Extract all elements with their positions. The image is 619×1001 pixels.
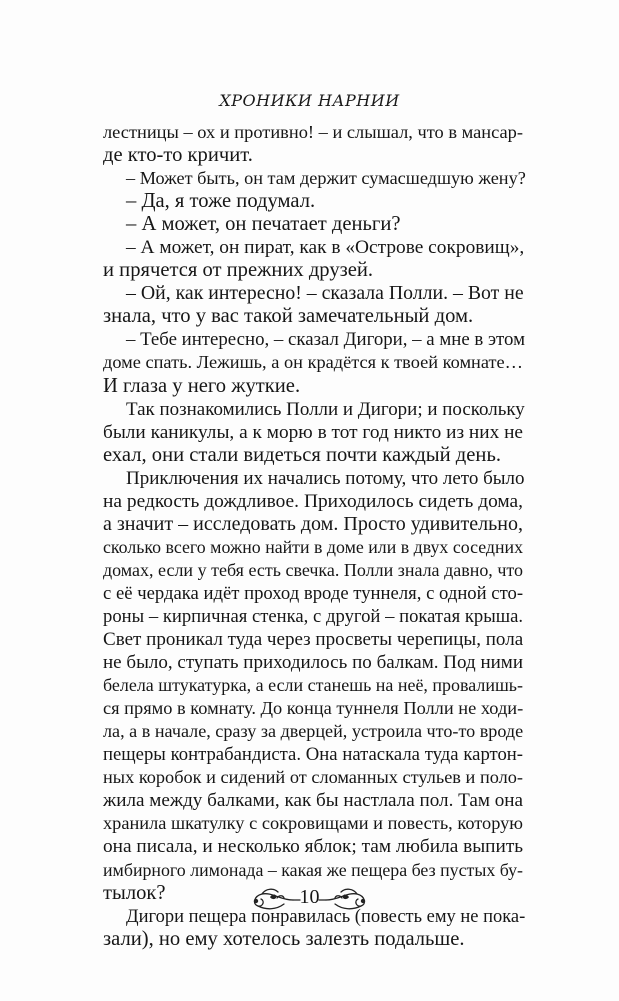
text-line: сколько всего можно найти в доме или в двух соседних — [103, 536, 523, 557]
text-line: на редкость дождливое. Приходилось сидеть дома, — [103, 490, 523, 512]
text-line: белела штукатурка, а если станешь на неё, провалишь- — [103, 675, 523, 696]
body-text — [103, 121, 526, 951]
text-line: лестницы – ох и противно! – и слышал, что в мансар- — [103, 122, 523, 142]
text-line: доме спать. Лежишь, а он крадётся к твоей комнате… — [103, 352, 523, 373]
text-line: ся прямо в комнату. До конца туннеля Полли не ходи- — [103, 698, 524, 719]
page-number: 10 — [299, 886, 320, 908]
text-line: – Да, я тоже подумал. — [126, 190, 316, 213]
text-line: не было, ступать приходилось по балкам. Под ними — [103, 652, 523, 674]
text-line: хранила шкатулку с сокровищами и повесть, которую — [103, 813, 523, 834]
text-line: – Может быть, он там держит сумасшедшую жену? — [126, 168, 526, 189]
text-line: зали), но ему хотелось залезть подальше. — [103, 927, 465, 950]
text-line: – Ой, как интересно! – сказала Полли. – Вот не — [126, 282, 524, 305]
text-line: Свет проникал туда через просветы черепицы, пола — [103, 629, 524, 651]
text-line: тылок? — [103, 881, 166, 904]
text-line: Приключения их начались потому, что лето было — [126, 467, 525, 489]
text-line: Так познакомились Полли и Дигори; и поскольку — [126, 398, 525, 420]
text-line: ных коробок и сидений от сломанных стульев и поло- — [103, 767, 523, 788]
text-line: – А может, он печатает деньги? — [126, 213, 401, 236]
text-line: и прячется от прежних друзей. — [103, 259, 374, 282]
text-line: жила между балками, как бы настлала пол. Там она — [103, 790, 524, 812]
text-line: пещеры контрабандиста. Она натаскала туда картон- — [103, 744, 523, 766]
text-line: с её чердака идёт проход вроде туннеля, с одной сто- — [103, 582, 524, 604]
text-line: знала, что у вас такой замечательный дом. — [103, 305, 474, 328]
text-line: – Тебе интересно, – сказал Дигори, – а мне в этом — [126, 329, 526, 351]
text-line: она писала, и несколько яблок; там любила выпить — [103, 836, 524, 858]
text-line: а значит – исследовать дом. Просто удивительно, — [103, 512, 523, 535]
text-line: Дигори пещера понравилась (повесть ему не пока- — [126, 905, 526, 926]
text-line: ла, а в начале, сразу за дверцей, устроила что-то вроде — [103, 721, 524, 742]
text-line: ехал, они стали видеться почти каждый день. — [103, 443, 501, 466]
text-line: роны – кирпичная стенка, с другой – покатая крыша. — [103, 605, 523, 627]
text-line: домах, если у тебя есть свечка. Полли знала давно, что — [103, 559, 523, 580]
text-line: де кто-то кричит. — [103, 144, 253, 167]
text-line: И глаза у него жуткие. — [103, 374, 301, 397]
page-footer — [0, 880, 619, 920]
text-line: – А может, он пират, как в «Острове сокровищ», — [126, 237, 525, 259]
text-line: были каникулы, а к морю в тот год никто из них не — [103, 421, 523, 443]
text-line: имбирного лимонада – какая же пещера без пустых бу- — [103, 859, 523, 880]
running-title: ХРОНИКИ НАРНИИ — [219, 91, 400, 110]
